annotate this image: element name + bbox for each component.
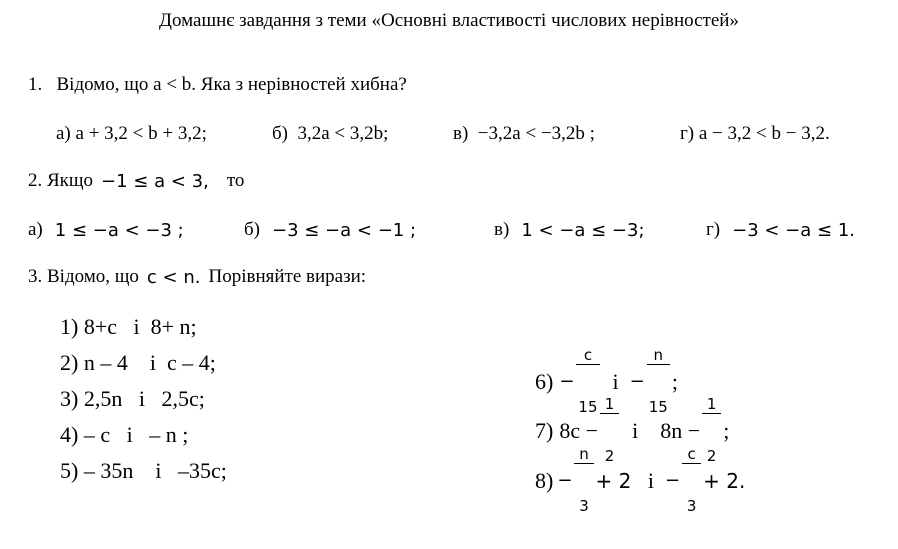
q3-item-7-end: ;	[723, 417, 730, 443]
q3-item-8-sep: і	[631, 467, 665, 493]
q3-item-6-den1: 15	[578, 398, 598, 416]
q3-item-5: 5) – 35n і –35c;	[60, 458, 227, 483]
q2-condition: −1 ≤ a < 3,	[101, 170, 209, 192]
q2-option-a-expr: 1 ≤ −a < −3 ;	[54, 219, 184, 241]
q3-item-8-frac1	[574, 412, 593, 549]
q3-item-8-sign2: −	[664, 470, 681, 491]
q3-item-6-end: ;	[671, 368, 678, 394]
q3-item-8-sign1: −	[557, 470, 573, 491]
q3-item-6-sign1: −	[559, 371, 575, 392]
q3-item-7-label: 7)	[535, 417, 554, 443]
q2-prompt-start: 2. Якщо	[28, 170, 94, 191]
q3-item-2: 2) n – 4 і c – 4;	[60, 350, 216, 375]
q3-prompt-start: 3. Відомо, що	[28, 266, 139, 287]
q3-item-8-num2: c	[682, 446, 701, 464]
q3-item-8-post2: + 2.	[703, 468, 746, 493]
q2-prompt-end: то	[226, 170, 245, 191]
q3-item-7-pre1: 8c −	[559, 417, 598, 443]
q3-item-6-num1: c	[576, 347, 599, 365]
q1-option-b: б) 3,2a < 3,2b;	[272, 123, 389, 144]
q3-prompt	[28, 266, 366, 288]
q3-item-7-num1: 1	[600, 396, 619, 414]
q3-item-8-label: 8)	[535, 467, 554, 493]
q2-option-d	[706, 219, 855, 241]
q3-prompt-end: Порівняйте вирази:	[208, 266, 367, 287]
q2-option-c-label: в)	[494, 219, 510, 240]
q2-option-d-label: г)	[706, 219, 721, 240]
q3-item-3: 3) 2,5n і 2,5c;	[60, 386, 205, 411]
page-title: Домашнє завдання з теми «Основні властивості числових нерівностей»	[159, 10, 739, 31]
q3-item-7-sep: і	[621, 417, 661, 443]
q3-item-8-den2: 3	[686, 497, 697, 515]
q3-item-1: 1) 8+c і 8+ n;	[60, 314, 197, 339]
q3-item-8-den1: 3	[579, 497, 589, 515]
q3-item-6-sep: і	[601, 368, 630, 394]
q3-item-7-pre2: 8n −	[660, 417, 701, 443]
q2-option-b-label: б)	[244, 219, 260, 240]
q2-prompt	[28, 170, 244, 192]
q3-item-6-label: 6)	[535, 368, 554, 394]
q3-item-8-frac2	[682, 412, 701, 549]
q2-option-d-expr: −3 < −a ≤ 1.	[732, 219, 855, 241]
q2-option-c	[494, 219, 645, 241]
q1-option-a: а) a + 3,2 < b + 3,2;	[56, 123, 207, 144]
q3-item-7-den1: 2	[604, 447, 615, 465]
q2-option-c-expr: 1 < −a ≤ −3;	[521, 219, 645, 241]
q3-item-8	[535, 412, 745, 549]
q3-item-6-den2: 15	[648, 398, 668, 416]
q3-item-6-sign2: −	[629, 371, 645, 392]
q3-item-7-den2: 2	[706, 447, 717, 465]
q2-option-a-label: а)	[28, 219, 43, 240]
q1-option-c: в) −3,2a < −3,2b ;	[453, 123, 595, 144]
q1-prompt: 1. Відомо, що a < b. Яка з нерівностей хибна?	[28, 74, 407, 95]
q3-condition: c < n.	[146, 266, 201, 288]
q2-option-b-expr: −3 ≤ −a < −1 ;	[272, 219, 417, 241]
q2-option-a	[28, 219, 184, 241]
q3-item-7-num2: 1	[702, 396, 721, 414]
q3-item-6-num2: n	[647, 347, 670, 365]
q2-option-b	[244, 219, 416, 241]
q3-item-4: 4) – c і – n ;	[60, 422, 189, 447]
q3-item-8-post1: + 2	[595, 468, 632, 493]
q1-option-d: г) a − 3,2 < b − 3,2.	[680, 123, 830, 144]
q3-item-8-num1: n	[574, 446, 593, 464]
